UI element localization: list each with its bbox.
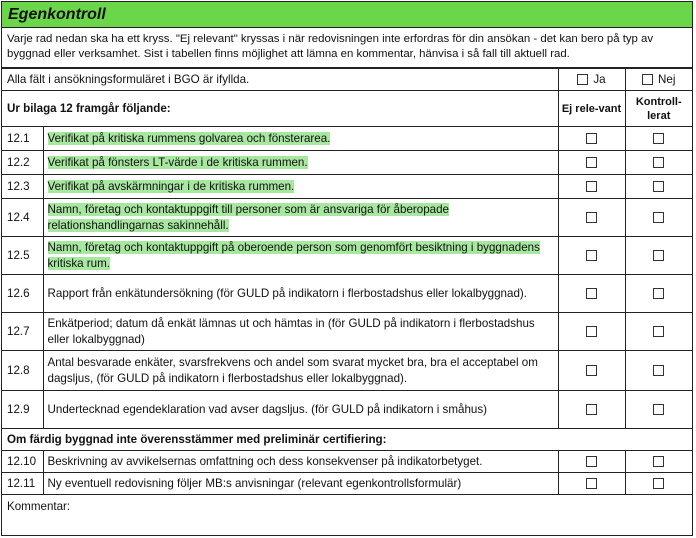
kontrollerat-cell	[625, 351, 692, 391]
row-description-cell	[43, 451, 558, 473]
kontrollerat-cell	[625, 473, 692, 495]
title-bar	[2, 2, 692, 28]
ej-relevant-cell	[558, 473, 625, 495]
kontrollerat-checkbox[interactable]	[653, 288, 664, 299]
ej-relevant-checkbox[interactable]	[586, 326, 597, 337]
row-description: Namn, företag och kontaktuppgift till personer som är ansvariga för åberopade relationshandlingarnas sakinnehåll.	[47, 202, 449, 232]
row-description: Enkätperiod; datum då enkät lämnas ut och hämtas in (för GULD på indikatorn i flerbostadshus eller lokalbyggnad)	[47, 316, 535, 346]
row-number: 12.6	[2, 275, 43, 313]
nej-label: Nej	[658, 72, 676, 86]
section2-header-row	[2, 429, 692, 451]
checklist-row	[2, 175, 692, 199]
row-number: 12.10	[2, 451, 43, 473]
kontrollerat-cell	[625, 275, 692, 313]
intro-text: Varje rad nedan ska ha ett kryss. "Ej relevant" kryssas i när redovisningen inte erfordras för din ansökan - det kan bero på typ av byggnad eller verksamhet. Sist i tabellen finns möjlighet att lämna en kommentar, hänvisa i så fall till aktuell rad.	[2, 28, 692, 68]
section1-header-row	[2, 91, 692, 127]
ej-relevant-checkbox[interactable]	[586, 478, 597, 489]
kontrollerat-checkbox[interactable]	[653, 456, 664, 467]
comment-field[interactable]	[2, 495, 692, 519]
col-kontrollerat: Kontroll-lerat	[625, 91, 692, 127]
all-fields-text: Alla fält i ansökningsformuläret i BGO är ifyllda.	[2, 69, 558, 91]
comment-row	[2, 495, 692, 519]
section2-title: Om färdig byggnad inte överensstämmer med preliminär certifiering:	[2, 429, 692, 451]
nej-checkbox[interactable]	[642, 74, 653, 85]
ej-relevant-checkbox[interactable]	[586, 212, 597, 223]
ej-relevant-cell	[558, 275, 625, 313]
checklist-row	[2, 391, 692, 429]
row-description-cell	[43, 127, 558, 151]
ej-relevant-cell	[558, 175, 625, 199]
checklist-row	[2, 151, 692, 175]
row-number: 12.3	[2, 175, 43, 199]
ja-checkbox[interactable]	[577, 74, 588, 85]
kontrollerat-cell	[625, 151, 692, 175]
row-description: Verifikat på fönsters LT-värde i de kritiska rummen.	[47, 155, 308, 169]
row-number: 12.4	[2, 199, 43, 237]
ej-relevant-cell	[558, 151, 625, 175]
kontrollerat-checkbox[interactable]	[653, 404, 664, 415]
row-number: 12.2	[2, 151, 43, 175]
ej-relevant-checkbox[interactable]	[586, 404, 597, 415]
kontrollerat-cell	[625, 199, 692, 237]
kontrollerat-checkbox[interactable]	[653, 212, 664, 223]
row-description: Namn, företag och kontaktuppgift på oberoende person som genomfört besiktning i byggnadens kritiska rum.	[47, 240, 540, 270]
row-description: Ny eventuell redovisning följer MB:s anvisningar (relevant egenkontrollsformulär)	[47, 476, 462, 490]
kontrollerat-cell	[625, 237, 692, 275]
section1-title: Ur bilaga 12 framgår följande:	[2, 91, 558, 127]
ej-relevant-checkbox[interactable]	[586, 250, 597, 261]
egenkontroll-form	[1, 1, 693, 536]
ej-relevant-checkbox[interactable]	[586, 181, 597, 192]
checklist-row	[2, 473, 692, 495]
kontrollerat-checkbox[interactable]	[653, 157, 664, 168]
ej-relevant-cell	[558, 451, 625, 473]
row-number: 12.5	[2, 237, 43, 275]
kontrollerat-checkbox[interactable]	[653, 181, 664, 192]
row-description: Antal besvarade enkäter, svarsfrekvens och andel som svarat mycket bra, bra el acceptabel om dagsljus, (för GULD på indikatorn i flerbostadshus eller lokalbyggnad).	[47, 355, 538, 385]
ej-relevant-checkbox[interactable]	[586, 365, 597, 376]
col-ej-relevant: Ej rele-vant	[558, 91, 625, 127]
checklist-row	[2, 199, 692, 237]
checklist-row	[2, 451, 692, 473]
checklist-row	[2, 351, 692, 391]
ej-relevant-checkbox[interactable]	[586, 288, 597, 299]
row-description-cell	[43, 313, 558, 351]
kontrollerat-cell	[625, 127, 692, 151]
row-description: Undertecknad egendeklaration vad avser dagsljus. (för GULD på indikatorn i småhus)	[47, 402, 488, 416]
row-description: Rapport från enkätundersökning (för GULD på indikatorn i flerbostadshus eller lokalbyggnad).	[47, 286, 527, 300]
row-number: 12.9	[2, 391, 43, 429]
row-number: 12.1	[2, 127, 43, 151]
checklist-row	[2, 275, 692, 313]
comment-label: Kommentar:	[7, 499, 71, 513]
ja-label: Ja	[593, 72, 606, 86]
ej-relevant-cell	[558, 127, 625, 151]
kontrollerat-cell	[625, 175, 692, 199]
kontrollerat-checkbox[interactable]	[653, 250, 664, 261]
ej-relevant-cell	[558, 351, 625, 391]
ej-relevant-cell	[558, 391, 625, 429]
ej-relevant-cell	[558, 199, 625, 237]
kontrollerat-checkbox[interactable]	[653, 133, 664, 144]
nej-cell	[625, 69, 692, 91]
kontrollerat-checkbox[interactable]	[653, 365, 664, 376]
kontrollerat-cell	[625, 313, 692, 351]
row-description-cell	[43, 199, 558, 237]
all-fields-row	[2, 69, 692, 91]
row-number: 12.7	[2, 313, 43, 351]
row-description-cell	[43, 175, 558, 199]
row-number: 12.8	[2, 351, 43, 391]
row-description: Beskrivning av avvikelsernas omfattning och dess konsekvenser på indikatorbetyget.	[47, 454, 483, 468]
checklist-row	[2, 127, 692, 151]
ja-cell	[558, 69, 625, 91]
kontrollerat-cell	[625, 451, 692, 473]
ej-relevant-checkbox[interactable]	[586, 157, 597, 168]
kontrollerat-checkbox[interactable]	[653, 478, 664, 489]
ej-relevant-checkbox[interactable]	[586, 456, 597, 467]
kontrollerat-checkbox[interactable]	[653, 326, 664, 337]
checklist-row	[2, 313, 692, 351]
row-number: 12.11	[2, 473, 43, 495]
row-description: Verifikat på avskärmningar i de kritiska rummen.	[47, 179, 295, 193]
ej-relevant-cell	[558, 237, 625, 275]
ej-relevant-checkbox[interactable]	[586, 133, 597, 144]
row-description-cell	[43, 391, 558, 429]
kontrollerat-cell	[625, 391, 692, 429]
checklist-table	[2, 68, 692, 519]
ej-relevant-cell	[558, 313, 625, 351]
row-description: Verifikat på kritiska rummens golvarea och fönsterarea.	[47, 131, 331, 145]
row-description-cell	[43, 275, 558, 313]
checklist-row	[2, 237, 692, 275]
row-description-cell	[43, 473, 558, 495]
row-description-cell	[43, 351, 558, 391]
row-description-cell	[43, 151, 558, 175]
row-description-cell	[43, 237, 558, 275]
form-title: Egenkontroll	[8, 5, 106, 23]
